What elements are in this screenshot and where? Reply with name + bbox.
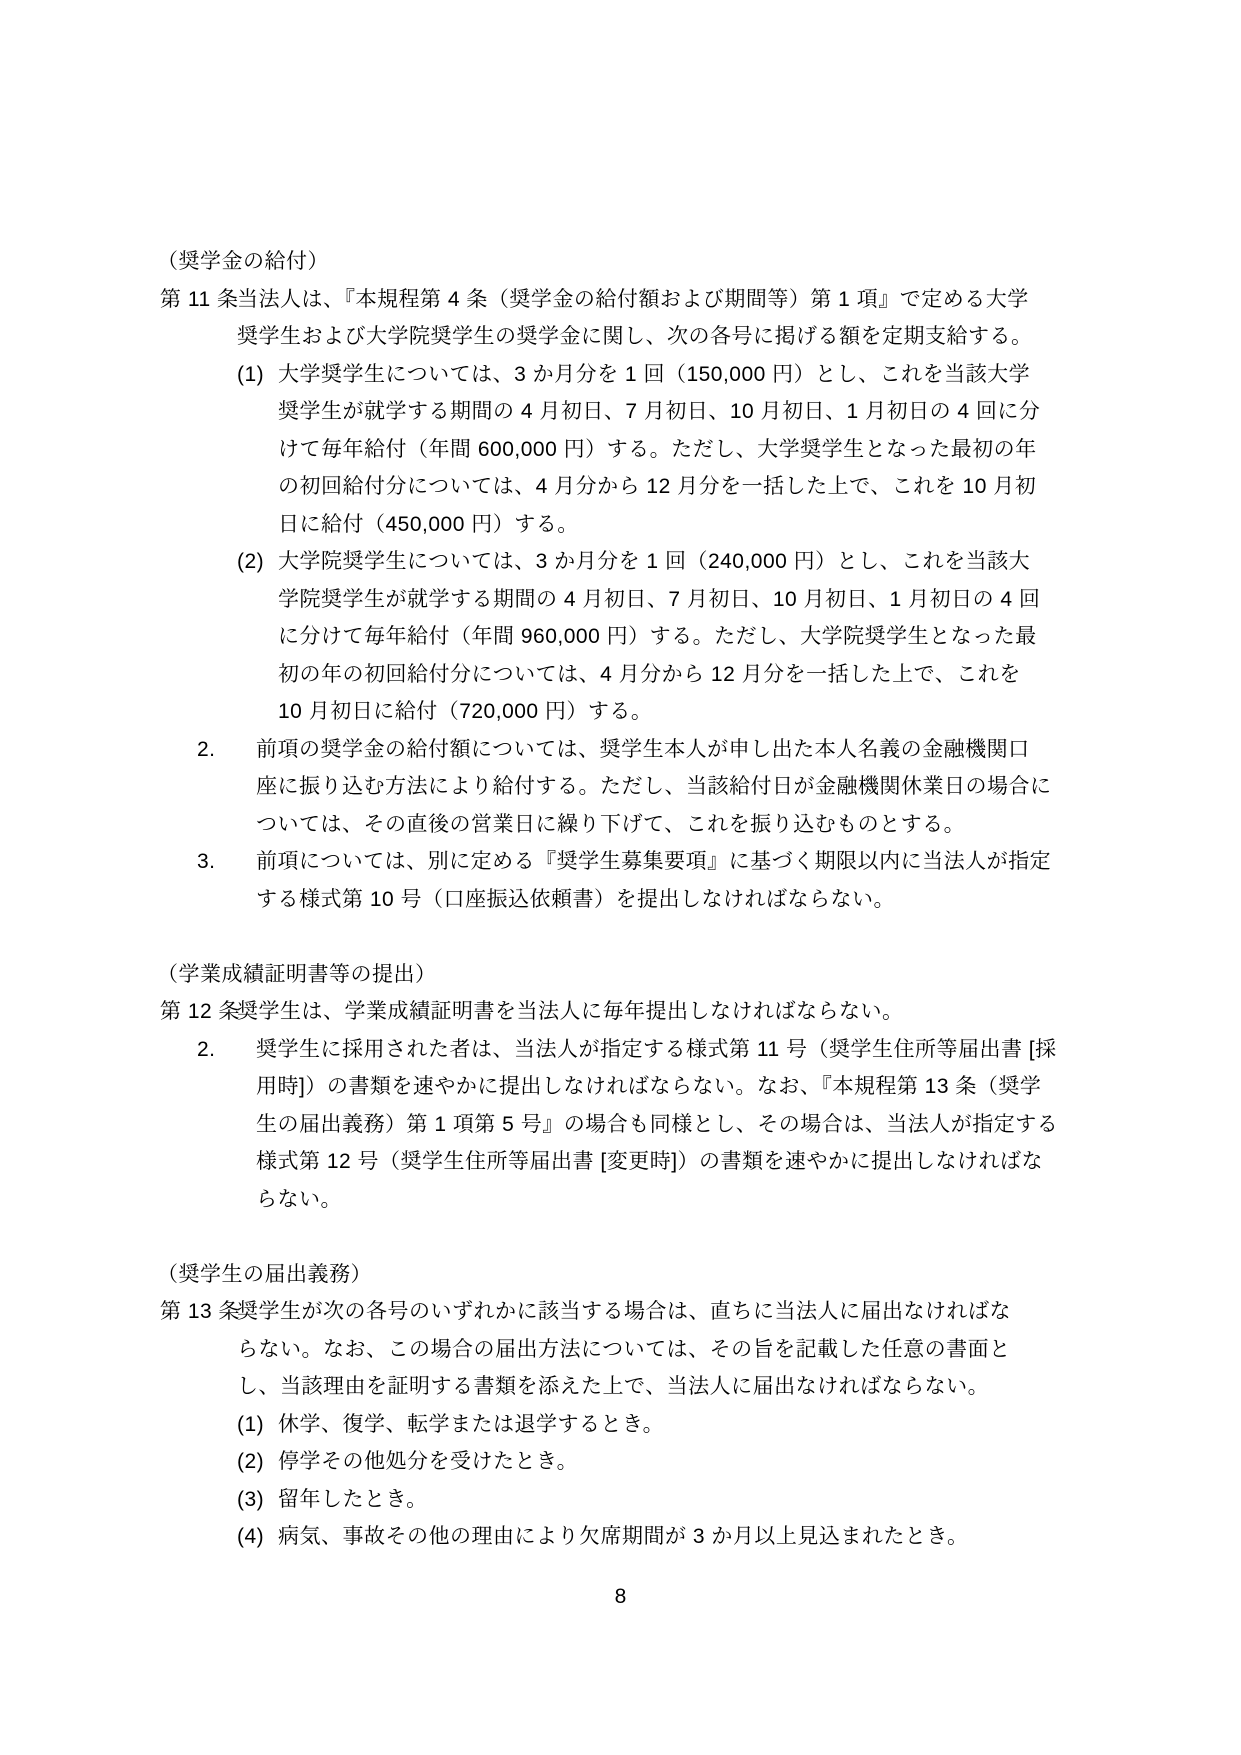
line-text: らない。 (256, 1187, 342, 1211)
document-line (0, 581, 1241, 619)
line-text: （奨学金の給付） (157, 250, 329, 273)
line-text: 奨学生が就学する期間の 4 月初日、7 月初日、10 月初日、1 月初日の 4 回に分 (278, 400, 1041, 423)
document-body (0, 243, 1241, 1556)
line-label: (2) (237, 1450, 265, 1473)
document-line (0, 356, 1241, 394)
line-label: 第 12 条 (160, 1000, 241, 1023)
line-text: （奨学生の届出義務） (157, 1262, 372, 1286)
document-line (0, 1106, 1241, 1144)
document-line (0, 1181, 1241, 1219)
line-text: 10 月初日に給付（720,000 円）する。 (278, 700, 653, 723)
document-line (0, 806, 1241, 844)
document-line (0, 768, 1241, 806)
document-line (0, 506, 1241, 544)
line-text: 座に振り込む方法により給付する。ただし、当該給付日が金融機関休業日の場合に (256, 775, 1052, 798)
line-text: ついては、その直後の営業日に繰り下げて、これを振り込むものとする。 (256, 812, 966, 836)
line-text: 様式第 12 号（奨学生住所等届出書 [変更時]）の書類を速やかに提出しなければな (256, 1150, 1044, 1173)
document-line (0, 1481, 1241, 1519)
section-heading (0, 956, 1241, 994)
line-label: 第 11 条 (160, 287, 239, 311)
line-text: 日に給付（450,000 円）する。 (278, 512, 579, 536)
line-text: （学業成績証明書等の提出） (157, 962, 437, 986)
document-line (0, 1518, 1241, 1556)
document-line (0, 1443, 1241, 1481)
line-text: 初の年の初回給付分については、4 月分から 12 月分を一括した上で、これを (278, 662, 1021, 686)
line-text: 停学その他処分を受けたとき。 (278, 1450, 579, 1473)
line-text: けて毎年給付（年間 600,000 円）する。ただし、大学奨学生となった最初の年 (278, 437, 1037, 461)
line-label: 第 13 条 (160, 1300, 241, 1323)
document-line (0, 1143, 1241, 1181)
line-label: 2. (197, 737, 216, 761)
line-label: (2) (237, 550, 265, 573)
line-text: 大学奨学生については、3 か月分を 1 回（150,000 円）とし、これを当該大学 (278, 362, 1031, 386)
document-line (0, 318, 1241, 356)
line-label: (1) (237, 1412, 265, 1436)
document-line (0, 656, 1241, 694)
line-text: 奨学生および大学院奨学生の奨学金に関し、次の各号に掲げる額を定期支給する。 (237, 325, 1033, 348)
line-text: 前項については、別に定める『奨学生募集要項』に基づく期限以内に当法人が指定 (256, 850, 1052, 873)
line-text: し、当該理由を証明する書類を添えた上で、当法人に届出なければならない。 (237, 1375, 990, 1398)
document-line (0, 1031, 1241, 1069)
line-text: 学院奨学生が就学する期間の 4 月初日、7 月初日、10 月初日、1 月初日の 4 回 (278, 587, 1041, 611)
document-line (0, 993, 1241, 1031)
section-heading (0, 243, 1241, 281)
document-line (0, 393, 1241, 431)
line-label: 3. (197, 850, 216, 873)
document-line (0, 881, 1241, 919)
document-line (0, 1331, 1241, 1369)
document-line (0, 1368, 1241, 1406)
line-text: 病気、事故その他の理由により欠席期間が 3 か月以上見込まれたとき。 (278, 1525, 969, 1548)
page-number: 8 (614, 1585, 627, 1608)
line-text: 奨学生に採用された者は、当法人が指定する様式第 11 号（奨学生住所等届出書 [採 (256, 1037, 1057, 1061)
line-text: 当法人は、『本規程第 4 条（奨学金の給付額および期間等）第 1 項』で定める大学 (237, 287, 1029, 311)
line-text: の初回給付分については、4 月分から 12 月分を一括した上で、これを 10 月初 (278, 475, 1037, 498)
line-text: する様式第 10 号（口座振込依頼書）を提出しなければならない。 (256, 887, 896, 911)
line-label: (3) (237, 1487, 265, 1511)
line-text: 休学、復学、転学または退学するとき。 (278, 1412, 665, 1436)
document-line (0, 843, 1241, 881)
document-line (0, 731, 1241, 769)
line-text: に分けて毎年給付（年間 960,000 円）する。ただし、大学院奨学生となった最 (278, 625, 1037, 648)
line-label: (1) (237, 362, 265, 386)
document-line (0, 281, 1241, 319)
document-line (0, 431, 1241, 469)
line-text: 前項の奨学金の給付額については、奨学生本人が申し出た本人名義の金融機関口 (256, 737, 1030, 761)
document-line (0, 468, 1241, 506)
line-text: 奨学生が次の各号のいずれかに該当する場合は、直ちに当法人に届出なければな (237, 1300, 1011, 1323)
document-line (0, 1068, 1241, 1106)
line-text: 生の届出義務）第 1 項第 5 号』の場合も同様とし、その場合は、当法人が指定する (256, 1112, 1059, 1136)
line-label: 2. (197, 1037, 216, 1061)
document-line (0, 693, 1241, 731)
document-line (0, 1293, 1241, 1331)
document-line (0, 618, 1241, 656)
line-text: 大学院奨学生については、3 か月分を 1 回（240,000 円）とし、これを当該大 (278, 550, 1031, 573)
line-label: (4) (237, 1525, 265, 1548)
section-heading (0, 1256, 1241, 1294)
line-text: 留年したとき。 (278, 1487, 428, 1511)
line-text: らない。なお、この場合の届出方法については、その旨を記載した任意の書面と (237, 1337, 1011, 1361)
line-text: 用時]）の書類を速やかに提出しなければならない。なお、『本規程第 13 条（奨学 (256, 1075, 1042, 1098)
blank-line (0, 1218, 1241, 1256)
line-text: 奨学生は、学業成績証明書を当法人に毎年提出しなければならない。 (237, 1000, 904, 1023)
document-line (0, 1406, 1241, 1444)
blank-line (0, 918, 1241, 956)
document-line (0, 543, 1241, 581)
